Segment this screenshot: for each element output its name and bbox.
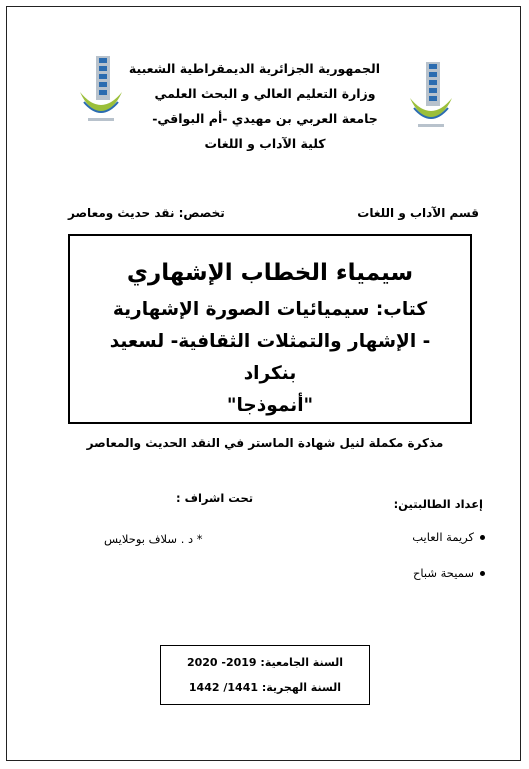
academic-year: السنة الجامعية: 2019- 2020 (186, 656, 344, 669)
university-logo-left (74, 52, 128, 130)
student-item (412, 530, 485, 544)
supervisor-name: * د . سلاف بوحلايس (104, 532, 203, 546)
main-title: سيمياء الخطاب الإشهاري (126, 260, 414, 286)
faculty-name: كلية الآداب و اللغات (204, 136, 326, 151)
department-label: قسم الآداب و اللغات (357, 206, 479, 220)
memo-description: مذكرة مكملة لنيل شهادة الماستر في النقد الحديث والمعاصر (86, 436, 444, 450)
student-name: سميحة شباح (412, 566, 474, 580)
institution-header (128, 56, 380, 156)
ministry-name: وزارة التعليم العالي و البحث العلمي (154, 86, 376, 101)
university-name: جامعة العربي بن مهيدي -أم البواقي- (152, 111, 378, 126)
subtitle-line-2: - الإشهار والتمثلات الثقافية- لسعيد بنكراد (109, 331, 431, 384)
academic-year-box (160, 645, 370, 705)
subtitle-line-1: كتاب: سيميائيات الصورة الإشهارية (112, 299, 428, 320)
republic-name: الجمهورية الجزائرية الديمقراطية الشعبية (128, 61, 380, 76)
thesis-title-box (68, 234, 472, 424)
hijri-year: السنة الهجرية: 1441/ 1442 (188, 681, 342, 694)
subtitle (70, 294, 470, 422)
university-logo-right (404, 58, 458, 136)
subtitle-line-3: "أنموذجا" (226, 395, 314, 416)
bullet-icon (480, 535, 485, 540)
student-name: كريمة العايب (412, 530, 474, 544)
supervision-label: تحت اشراف : (176, 491, 254, 505)
prepared-by-label: إعداد الطالبتين: (393, 497, 483, 511)
student-item (413, 566, 485, 580)
specialty-label: تخصص: نقد حديث ومعاصر (68, 206, 225, 220)
bullet-icon (480, 571, 485, 576)
